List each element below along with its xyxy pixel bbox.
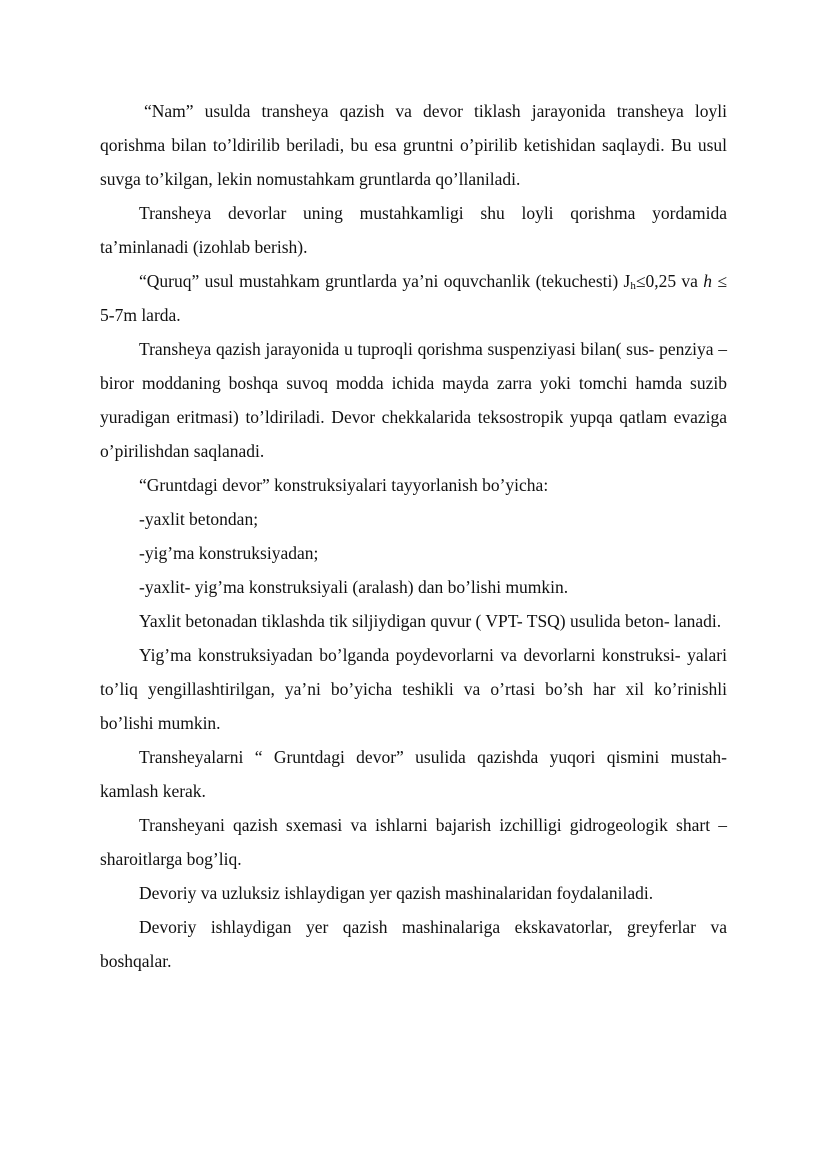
italic-h: h	[703, 271, 713, 291]
subscript-h: h	[630, 280, 636, 292]
list-item-mixed: -yaxlit- yig’ma konstruksiyali (aralash) dan bo’lishi mumkin.	[139, 577, 569, 597]
paragraph-nam-method: “Nam” usulda transheya qazish va devor tiklash jarayonida transheya loyli qorishma bilan to’ldirilib beriladi, bu esa gruntni o’pirilib ketishidan saqlaydi. Bu usul suvga to’kilgan, lekin nomustahkam gruntlarda qo’llaniladi.	[100, 101, 727, 189]
dry-method-text-end: ≤ 5-7m larda.	[100, 271, 727, 325]
list-item-prefabricated: -yig’ma konstruksiyadan;	[139, 543, 319, 563]
document-body	[100, 94, 727, 978]
paragraph-trench-walls: Transheya devorlar uning mustahkamligi shu loyli qorishma yordamida ta’minlanadi (izohlab berish).	[100, 203, 727, 257]
paragraph-excavation-scheme: Transheyani qazish sxemasi va ishlarni bajarish izchilligi gidrogeologik shart –sharoitlarga bog’liq.	[100, 815, 727, 869]
paragraph-excavators: Devoriy ishlaydigan yer qazish mashinalariga ekskavatorlar, greyferlar va boshqalar.	[100, 917, 727, 971]
paragraph-vpt-method: Yaxlit betonadan tiklashda tik siljiydigan quvur ( VPT- TSQ) usulida beton- lanadi.	[139, 611, 722, 631]
dry-method-text-start: “Quruq” usul mustahkam gruntlarda ya’ni oquvchanlik (tekuchesti) J	[139, 271, 631, 291]
paragraph-construction-types: “Gruntdagi devor” konstruksiyalari tayyorlanish bo’yicha:	[139, 475, 549, 495]
dry-method-text-middle: ≤0,25 va	[635, 271, 704, 291]
paragraph-machines: Devoriy va uzluksiz ishlaydigan yer qazish mashinalaridan foydalaniladi.	[139, 883, 654, 903]
paragraph-prefabricated: Yig’ma konstruksiyadan bo’lganda poydevorlarni va devorlarni konstruksi- yalari to’liq yengillashtirilgan, ya’ni bo’yicha teshikli va o’rtasi bo’sh har xil ko’rinishli bo’lishi mumkin.	[100, 645, 727, 733]
paragraph-suspension: Transheya qazish jarayonida u tuproqli qorishma suspenziyasi bilan( sus- penziya – biror moddaning boshqa suvoq modda ichida mayda zarra yoki tomchi hamda suzib yuradigan eritmasi) to’ldiriladi. Devor chekkalarida teksostropik yupqa qatlam evaziga o’pirilishdan saqlanadi.	[100, 339, 727, 461]
paragraph-upper-part: Transheyalarni “ Gruntdagi devor” usulida qazishda yuqori qismini mustah- kamlash kerak.	[100, 747, 727, 801]
list-item-monolithic: -yaxlit betondan;	[139, 509, 259, 529]
paragraph-dry-method	[100, 264, 727, 332]
